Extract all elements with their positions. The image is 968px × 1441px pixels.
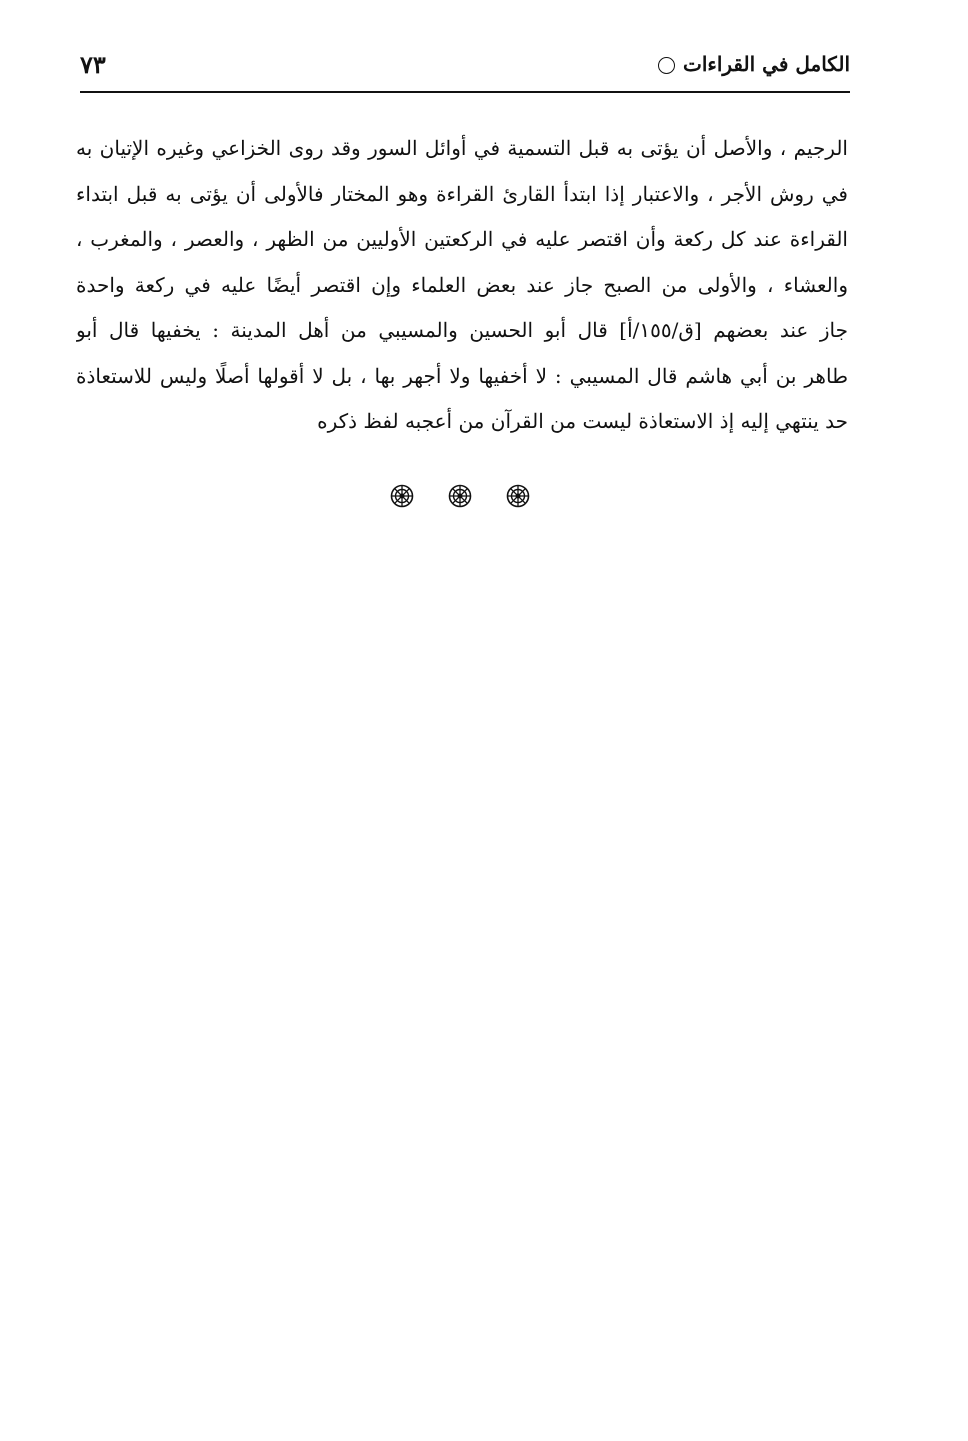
text-line: جاز عند بعضهم [ق/١٥٥/أ] قال أبو الحسين والمسيبي من أهل المدينة : يخفيها قال أبو: [76, 318, 848, 342]
body-text: [76, 126, 848, 445]
book-title: الكامل في القراءات: [683, 52, 850, 76]
circle-icon: [658, 57, 675, 74]
header-title-group: [658, 52, 850, 76]
text-line: القراءة عند كل ركعة وأن اقتصر عليه في الركعتين الأوليين من الظهر ، والعصر ، والمغرب ،: [76, 227, 848, 251]
header-rule: [80, 91, 850, 93]
page-number: ٧٣: [80, 50, 106, 79]
rosette-ornament-icon: [506, 484, 530, 508]
text-line: طاهر بن أبي هاشم قال المسيبي : لا أخفيها ولا أجهر بها ، بل لا أقولها أصلًا وليس للاستعاذة: [76, 363, 848, 388]
text-line: في روش الأجر ، والاعتبار إذا ابتدأ القارئ القراءة وهو المختار فالأولى أن يؤتى به قبل ابتداء: [76, 181, 848, 206]
rosette-ornament-icon: [390, 484, 414, 508]
rosette-ornament-icon: [448, 484, 472, 508]
running-header: [80, 46, 850, 88]
text-line: حد ينتهي إليه إذ الاستعاذة ليست من القرآن من أعجبه لفظ ذكره: [317, 409, 848, 433]
text-line: والعشاء ، والأولى من الصبح جاز عند بعض العلماء وإن اقتصر أيضًا عليه في ركعة واحدة: [76, 272, 848, 297]
section-end-ornaments: [390, 484, 530, 508]
text-line: الرجيم ، والأصل أن يؤتى به قبل التسمية في أوائل السور وقد روى الخزاعي وغيره الإتيان به: [76, 136, 848, 160]
